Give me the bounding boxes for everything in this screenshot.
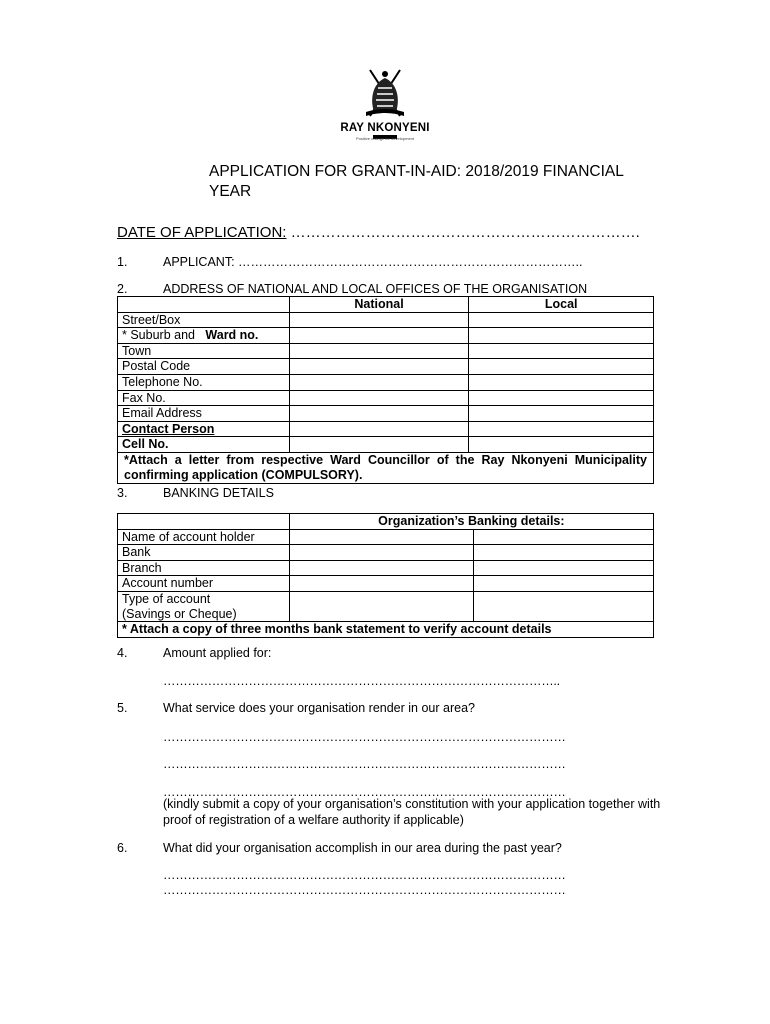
- row-label: Email Address: [118, 406, 290, 422]
- bank-cell[interactable]: [474, 545, 654, 561]
- ward-councillor-note: *Attach a letter from respective Ward Councillor of the Ray Nkonyeni Municipality confirming application (COMPULSORY).: [118, 452, 654, 483]
- row-label: Telephone No.: [118, 374, 290, 390]
- suburb-label: * Suburb and: [122, 328, 195, 343]
- national-cell[interactable]: [289, 390, 469, 406]
- bank-cell[interactable]: [289, 560, 474, 576]
- row-label: Fax No.: [118, 390, 290, 406]
- date-field[interactable]: …………………………………………………………….: [290, 224, 640, 241]
- national-cell[interactable]: [289, 359, 469, 375]
- bank-cell[interactable]: [474, 576, 654, 592]
- accomplish-field-line-2[interactable]: ………………………………………………………………………………………: [163, 883, 566, 897]
- table-row: [118, 421, 654, 437]
- service-field-line-1[interactable]: ………………………………………………………………………………………: [163, 730, 566, 744]
- amount-field[interactable]: ……………………………………………………………………………………..: [163, 674, 560, 688]
- row-label: Account number: [118, 576, 290, 592]
- date-of-application: [117, 224, 640, 241]
- table-row: [118, 359, 654, 375]
- logo-name: RAY NKONYENI: [340, 122, 430, 134]
- national-cell[interactable]: [289, 437, 469, 453]
- local-cell[interactable]: [469, 437, 654, 453]
- ward-label: Ward no.: [205, 328, 259, 343]
- service-field-line-2[interactable]: ………………………………………………………………………………………: [163, 757, 566, 771]
- local-cell[interactable]: [469, 421, 654, 437]
- col-national: National: [289, 297, 469, 313]
- section-1-number: 1.: [117, 255, 128, 269]
- national-cell[interactable]: [289, 406, 469, 422]
- row-label: Contact Person: [118, 421, 290, 437]
- date-label: DATE OF APPLICATION:: [117, 224, 287, 241]
- section-3-number: 3.: [117, 486, 128, 500]
- national-cell[interactable]: [289, 343, 469, 359]
- section-6-number: 6.: [117, 841, 128, 855]
- address-section-label: ADDRESS OF NATIONAL AND LOCAL OFFICES OF THE ORGANISATION: [163, 282, 588, 296]
- table-row: [118, 622, 654, 638]
- banking-section-label: BANKING DETAILS: [163, 486, 274, 500]
- table-row: [118, 452, 654, 483]
- service-field-line-3[interactable]: ………………………………………………………………………………………: [163, 785, 566, 799]
- local-cell[interactable]: [469, 406, 654, 422]
- address-header-blank: [118, 297, 290, 313]
- constitution-note: (kindly submit a copy of your organisation’s constitution with your application together with proof of registration of a welfare authority if applicable): [163, 797, 661, 827]
- bank-cell[interactable]: [289, 545, 474, 561]
- banking-header: Organization’s Banking details:: [289, 514, 653, 530]
- banking-header-blank: [118, 514, 290, 530]
- applicant-field[interactable]: ………………………………………………………………………..: [238, 255, 583, 269]
- section-4-number: 4.: [117, 646, 128, 660]
- local-cell[interactable]: [469, 390, 654, 406]
- amount-label: Amount applied for:: [163, 646, 272, 660]
- table-row: [118, 328, 654, 344]
- row-label: Branch: [118, 560, 290, 576]
- local-cell[interactable]: [469, 374, 654, 390]
- table-row: [118, 374, 654, 390]
- bank-cell[interactable]: [474, 529, 654, 545]
- section-5-number: 5.: [117, 701, 128, 715]
- accomplish-field-line-1[interactable]: ………………………………………………………………………………………: [163, 868, 566, 882]
- table-row: [118, 343, 654, 359]
- bank-cell[interactable]: [289, 591, 474, 621]
- banking-table: [117, 513, 654, 638]
- accomplish-label: What did your organisation accomplish in our area during the past year?: [163, 841, 562, 855]
- type-sub-label: (Savings or Cheque): [122, 606, 237, 621]
- col-local: Local: [469, 297, 654, 313]
- row-label: Street/Box: [118, 312, 290, 328]
- shield-emblem-icon: [364, 66, 406, 122]
- table-row: [118, 390, 654, 406]
- bank-cell[interactable]: [474, 591, 654, 621]
- row-label: Bank: [118, 545, 290, 561]
- row-label: Town: [118, 343, 290, 359]
- address-table: [117, 296, 654, 484]
- section-2-number: 2.: [117, 282, 128, 296]
- type-label: Type of account: [122, 591, 211, 606]
- national-cell[interactable]: [289, 312, 469, 328]
- local-cell[interactable]: [469, 359, 654, 375]
- national-cell[interactable]: [289, 421, 469, 437]
- national-cell[interactable]: [289, 374, 469, 390]
- table-row: [118, 406, 654, 422]
- bank-cell[interactable]: [289, 529, 474, 545]
- applicant-line: [163, 255, 583, 269]
- logo-tagline: Positive change for development: [355, 136, 415, 141]
- municipality-logo: [340, 66, 430, 148]
- bank-statement-note: * Attach a copy of three months bank statement to verify account details: [118, 622, 654, 638]
- table-row: [118, 545, 654, 561]
- table-row: [118, 591, 654, 621]
- local-cell[interactable]: [469, 312, 654, 328]
- row-label: [118, 328, 290, 344]
- row-label: Cell No.: [118, 437, 290, 453]
- table-row: [118, 529, 654, 545]
- local-cell[interactable]: [469, 343, 654, 359]
- table-row: [118, 312, 654, 328]
- table-row: [118, 437, 654, 453]
- applicant-label: APPLICANT:: [163, 255, 235, 269]
- row-label: Postal Code: [118, 359, 290, 375]
- local-cell[interactable]: [469, 328, 654, 344]
- bank-cell[interactable]: [474, 560, 654, 576]
- row-label: [118, 591, 290, 621]
- table-row: [118, 560, 654, 576]
- page-title: APPLICATION FOR GRANT-IN-AID: 2018/2019 FINANCIAL YEAR: [209, 163, 624, 200]
- bank-cell[interactable]: [289, 576, 474, 592]
- row-label: Name of account holder: [118, 529, 290, 545]
- service-label: What service does your organisation render in our area?: [163, 701, 475, 715]
- national-cell[interactable]: [289, 328, 469, 344]
- table-row: [118, 576, 654, 592]
